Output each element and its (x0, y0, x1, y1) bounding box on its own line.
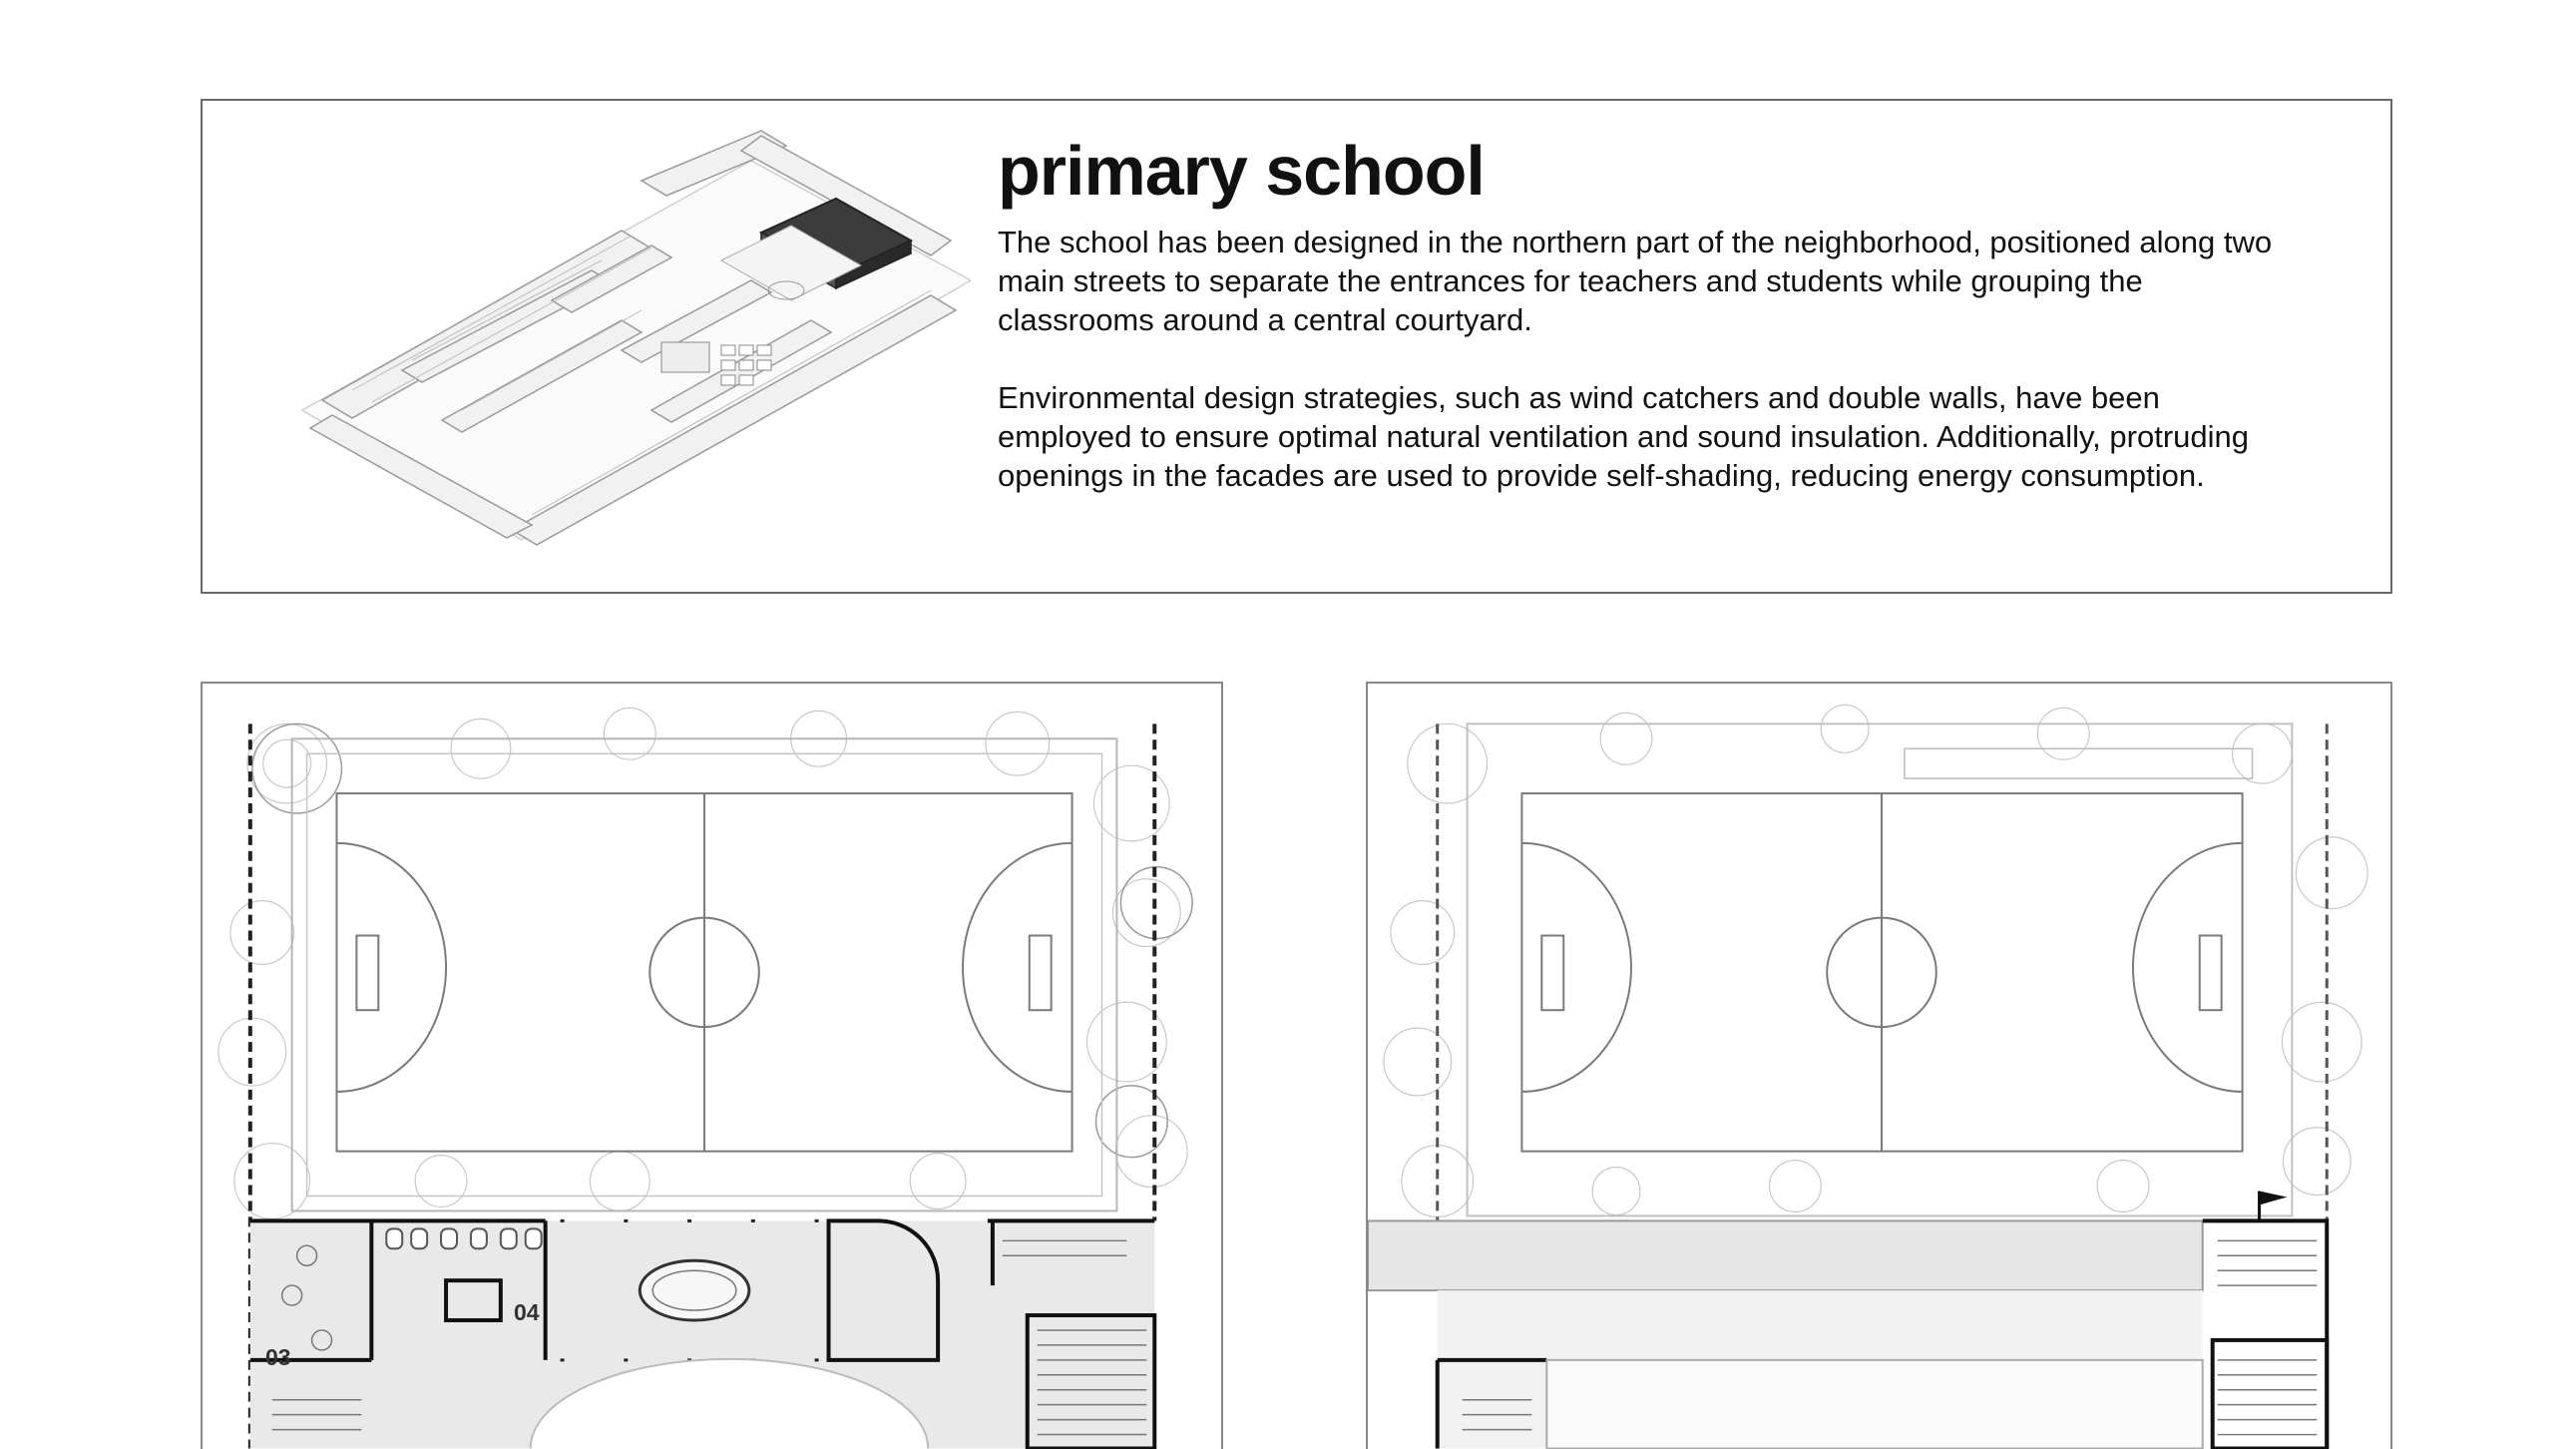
aerial-axonometric-view (292, 121, 971, 560)
room-label-04: 04 (514, 1299, 540, 1325)
ground-floor-plan (201, 682, 1223, 1449)
description-paragraph-1: The school has been designed in the northern part of the neighborhood, positioned along two main streets to separate the entrances for teachers and students while grouping the classrooms around a central courtyard. (998, 225, 2273, 337)
first-floor-plan-drawing (1368, 684, 2390, 1449)
room-label-03: 03 (265, 1344, 291, 1370)
intro-card (201, 99, 2392, 594)
first-floor-plan (1366, 682, 2392, 1449)
description-paragraph-2: Environmental design strategies, such as wind catchers and double walls, have been employed to ensure optimal natural ventilation and sound insulation. Additionally, protruding openings in the facades are used to provide self-shading, reducing energy consumption. (998, 380, 2250, 493)
page-title: primary school (998, 132, 1485, 210)
ground-floor-plan-drawing (203, 684, 1221, 1449)
